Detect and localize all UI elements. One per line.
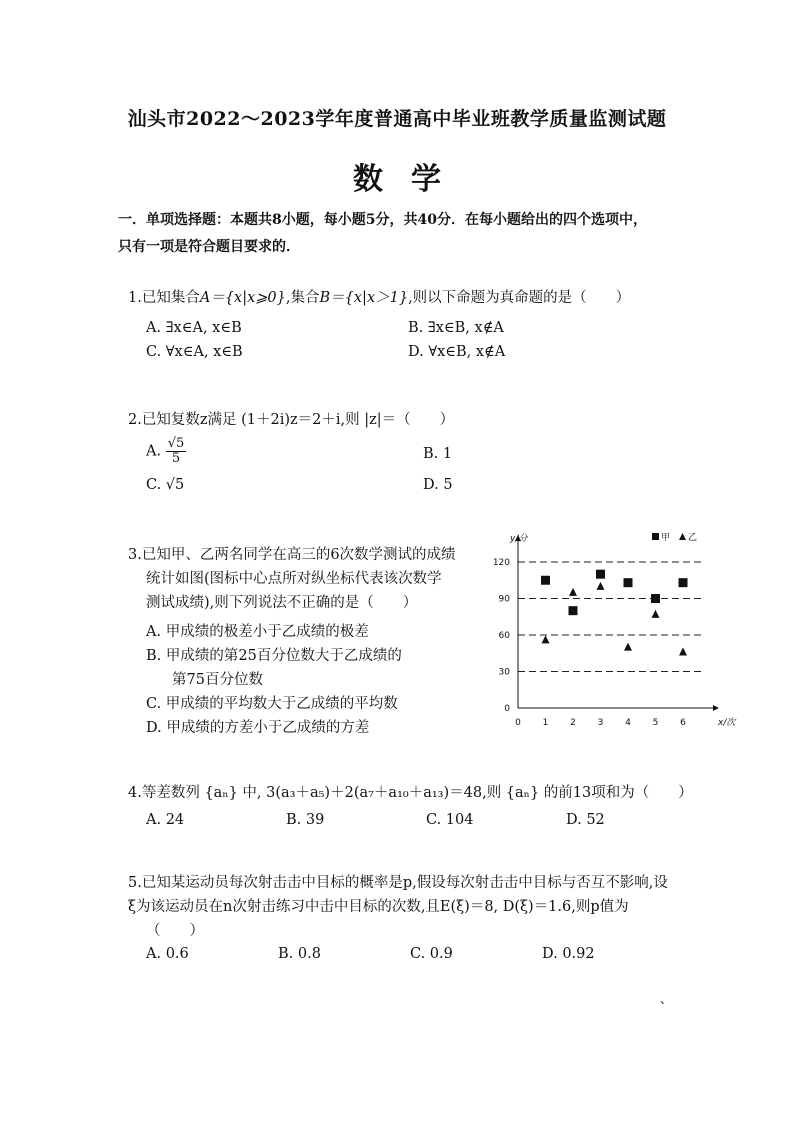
question-1 (128, 286, 630, 310)
point-jia-4 (624, 578, 633, 587)
q2-fraction-denominator: 5 (171, 451, 181, 466)
q3-score-chart (488, 526, 736, 736)
q3-line-3: 测试成绩),则下列说法不正确的是（ ） (146, 595, 418, 611)
y-tick-30: 30 (498, 667, 510, 678)
y-tick-120: 120 (492, 558, 510, 568)
section-line-1: 一．单项选择题：本题共8小题，每小题5分，共40分．在每小题给出的四个选项中， (118, 212, 647, 228)
question-1-stem (128, 286, 630, 310)
q2-option-a-fraction (166, 437, 187, 466)
q4-option-b: B. 39 (286, 812, 325, 828)
q1-stem-part-b: ,集合 (285, 290, 320, 306)
q1-option-a: A. ∃x∈A, x∈B (146, 320, 242, 336)
q2-option-d: D. 5 (423, 477, 453, 493)
q4-option-d: D. 52 (566, 812, 605, 828)
y-axis-label: y/分 (510, 534, 528, 544)
legend-marker-jia (652, 533, 659, 540)
x-tick-0: 0 (515, 718, 521, 728)
point-yi-1 (542, 635, 550, 643)
legend-marker-yi (679, 533, 686, 540)
x-axis-arrow (713, 705, 719, 711)
point-jia-5 (651, 594, 660, 603)
q1-stem-part-c: ,则以下命题为真命题的是（ ） (408, 290, 631, 306)
point-yi-3 (597, 582, 605, 590)
q3-option-d: D. 甲成绩的方差小于乙成绩的方差 (146, 720, 370, 736)
x-tick-2: 2 (570, 718, 576, 728)
point-yi-5 (652, 610, 660, 618)
question-2 (128, 408, 454, 432)
q3-option-b-line-2: 第75百分位数 (172, 672, 263, 688)
legend-label-yi: 乙 (688, 533, 698, 543)
q2-fraction-numerator: √5 (167, 436, 185, 451)
x-tick-4: 4 (625, 718, 631, 728)
point-yi-2 (569, 588, 577, 596)
point-jia-1 (541, 576, 550, 585)
q1-option-b: B. ∃x∈B, x∉A (408, 320, 504, 336)
question-5 (128, 871, 668, 943)
x-tick-5: 5 (652, 718, 659, 728)
q5-line-3: （ ） (146, 923, 204, 939)
x-axis-label: x/次 (718, 718, 736, 728)
legend-label-jia: 甲 (661, 533, 671, 543)
q3-option-a: A. 甲成绩的极差小于乙成绩的极差 (146, 624, 369, 640)
chart-ticks (493, 558, 686, 728)
point-yi-4 (624, 643, 632, 651)
x-tick-3: 3 (597, 718, 604, 728)
point-yi-6 (679, 648, 687, 656)
q3-line-2: 统计如图(图标中心点所对纵坐标代表该次数学 (146, 571, 442, 587)
q5-option-a: A. 0.6 (146, 946, 189, 962)
section-instructions (118, 207, 678, 261)
x-tick-6: 6 (680, 718, 686, 728)
question-4-stem: 4.等差数列 {aₙ} 中, 3(a₃＋a₅)＋2(a₇＋a₁₀＋a₁₃)＝48,则 {aₙ} 的前13项和为（ ） (128, 785, 693, 801)
question-3 (128, 543, 456, 615)
exam-title: 汕头市2022～2023学年度普通高中毕业班教学质量监测试题 (127, 108, 667, 130)
q2-option-a-label: A. (146, 443, 162, 460)
q5-line-2: ξ为该运动员在n次射击练习中击中目标的次数,且E(ξ)＝8, D(ξ)＝1.6,则p值为 (128, 899, 629, 915)
stray-mark: 、 (660, 992, 673, 1006)
q1-option-d: D. ∀x∈B, x∉A (408, 344, 506, 360)
q2-option-a (146, 437, 186, 466)
q4-option-c: C. 104 (426, 812, 474, 828)
q1-set-a: A＝{x|x⩾0} (199, 290, 286, 306)
y-tick-90: 90 (498, 594, 510, 605)
q1-stem-part-a: 1.已知集合 (128, 290, 200, 306)
y-tick-60: 60 (498, 631, 510, 641)
q5-option-b: B. 0.8 (278, 946, 321, 962)
chart-marks (541, 570, 688, 656)
question-4 (128, 781, 693, 805)
section-line-2: 只有一项是符合题目要求的． (118, 239, 300, 255)
chart-legend (652, 532, 697, 543)
q5-option-d: D. 0.92 (542, 946, 595, 962)
subject-heading: 数学 (353, 162, 469, 197)
point-jia-6 (679, 578, 688, 587)
q3-option-c: C. 甲成绩的平均数大于乙成绩的平均数 (146, 696, 398, 712)
q2-option-c: C. √5 (146, 477, 185, 493)
y-tick-0: 0 (504, 704, 510, 714)
question-2-stem: 2.已知复数z满足 (1＋2i)z＝2＋i,则 |z|＝（ ） (128, 412, 455, 428)
q1-set-b: B＝{x|x＞1} (319, 290, 409, 306)
q3-line-1: 3.已知甲、乙两名同学在高三的6次数学测试的成绩 (128, 547, 456, 563)
q5-option-c: C. 0.9 (410, 946, 453, 962)
point-jia-2 (569, 606, 578, 615)
x-tick-1: 1 (542, 718, 549, 728)
q1-option-c: C. ∀x∈A, x∈B (146, 344, 243, 360)
q5-line-1: 5.已知某运动员每次射击击中目标的概率是p,假设每次射击击中目标与否互不影响,设 (128, 875, 668, 891)
q3-option-b-line-1: B. 甲成绩的第25百分位数大于乙成绩的 (146, 648, 402, 664)
q4-option-a: A. 24 (146, 812, 185, 828)
point-jia-3 (596, 570, 605, 579)
q2-option-b: B. 1 (423, 446, 453, 462)
